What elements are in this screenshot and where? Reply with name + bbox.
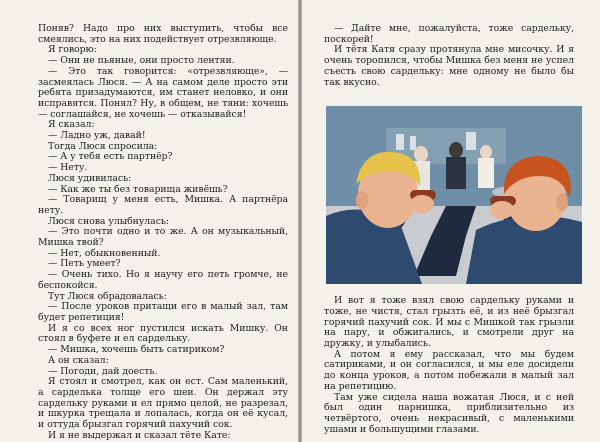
paragraph: — После уроков притащи его в малый зал, там будет репетиция!	[38, 301, 288, 323]
paragraph: Люся удивилась:	[48, 172, 132, 184]
paragraph: Люся снова улыбнулась:	[48, 215, 170, 227]
paragraph: А он сказал:	[48, 354, 109, 366]
paragraph: А потом я ему рассказал, что мы будем сатириками, и он согласился, и мы еле досидели до конца уроков, а потом побежали в малый зал на репетицию.	[324, 348, 574, 392]
right-page	[302, 0, 600, 442]
paragraph: — Это так говорится: «отрезвляюще», — засмеялась Люся. — А на самом деле просто эти ребята призадумаются, им станет неловко, и они исправятся. Понял? Ну, в общем, не тяни: хочешь — соглашайся, не хочешь — отказывайся!	[38, 65, 288, 120]
paragraph: — Товарищ у меня есть, Мишка. А партнёра нету.	[38, 194, 288, 216]
paragraph: — Ладно уж, давай!	[48, 130, 146, 142]
paragraph: — Как же ты без товарища живёшь?	[48, 183, 228, 195]
paragraph: — Дайте мне, пожалуйста, тоже сардельку, поскорей!	[324, 23, 574, 45]
canteen-illustration	[326, 106, 582, 284]
illustration-drawing	[326, 106, 582, 284]
right-page-top-text	[324, 24, 574, 88]
paragraph: — Петь умеет?	[48, 258, 121, 270]
paragraph: Там уже сидела наша вожатая Люся, и с ней был один парнишка, приблизительно из четвёртого, очень некрасивый, с маленькими ушами и большущими глазами.	[324, 391, 574, 435]
paragraph: Я говорю:	[48, 44, 97, 56]
paragraph: И я не выдержал и сказал тёте Кате:	[48, 429, 231, 441]
paragraph: Я стоял и смотрел, как он ест. Сам маленький, а сарделька толще его шеи. Он держал эту сардельку руками и ел прямо целой, не разрезал, и шкурка трещала и лопалась, когда он её кусал, и оттуда брызгал горячий пахучий сок.	[38, 376, 288, 431]
paragraph: И тётя Катя сразу протянула мне мисочку. И я очень торопился, чтобы Мишка без меня не успел съесть свою сардельку: мне одному не было бы так вкусно.	[324, 44, 574, 88]
paragraph: — Это почти одно и то же. А он музыкальный, Мишка твой?	[38, 226, 288, 249]
paragraph: Я сказал:	[48, 119, 95, 131]
paragraph: — Они не пьяные, они просто лентяи.	[48, 55, 235, 67]
paragraph: — Нет, обыкновенный.	[48, 247, 161, 259]
left-page	[0, 0, 298, 442]
right-page-bottom-text	[324, 296, 574, 435]
paragraph: Поняв? Надо про них выступить, чтобы все смеялись, это на них подействует отрезвляюще.	[38, 23, 288, 45]
paragraph: — Очень тихо. Но я научу его петь громче, не беспокойся.	[38, 269, 288, 291]
paragraph: — Нету.	[48, 162, 88, 174]
paragraph: — А у тебя есть партнёр?	[48, 151, 173, 163]
paragraph: И вот я тоже взял свою сардельку руками и тоже, не чистя, стал грызть её, и из неё брызгал горячий пахучий сок. И мы с Мишкой так грызли на пару, и обжигались, и смотрели друг на дружку, и улыбались.	[324, 295, 574, 350]
paragraph: — Мишка, хочешь быть сатириком?	[48, 344, 225, 356]
paragraph: Тут Люся обрадовалась:	[48, 290, 167, 302]
paragraph: И я со всех ног пустился искать Мишку. Он стоял в буфете и ел сардельку.	[38, 322, 288, 345]
paragraph: Тогда Люся спросила:	[48, 140, 158, 152]
paragraph: — Погоди, дай доесть.	[48, 365, 158, 377]
